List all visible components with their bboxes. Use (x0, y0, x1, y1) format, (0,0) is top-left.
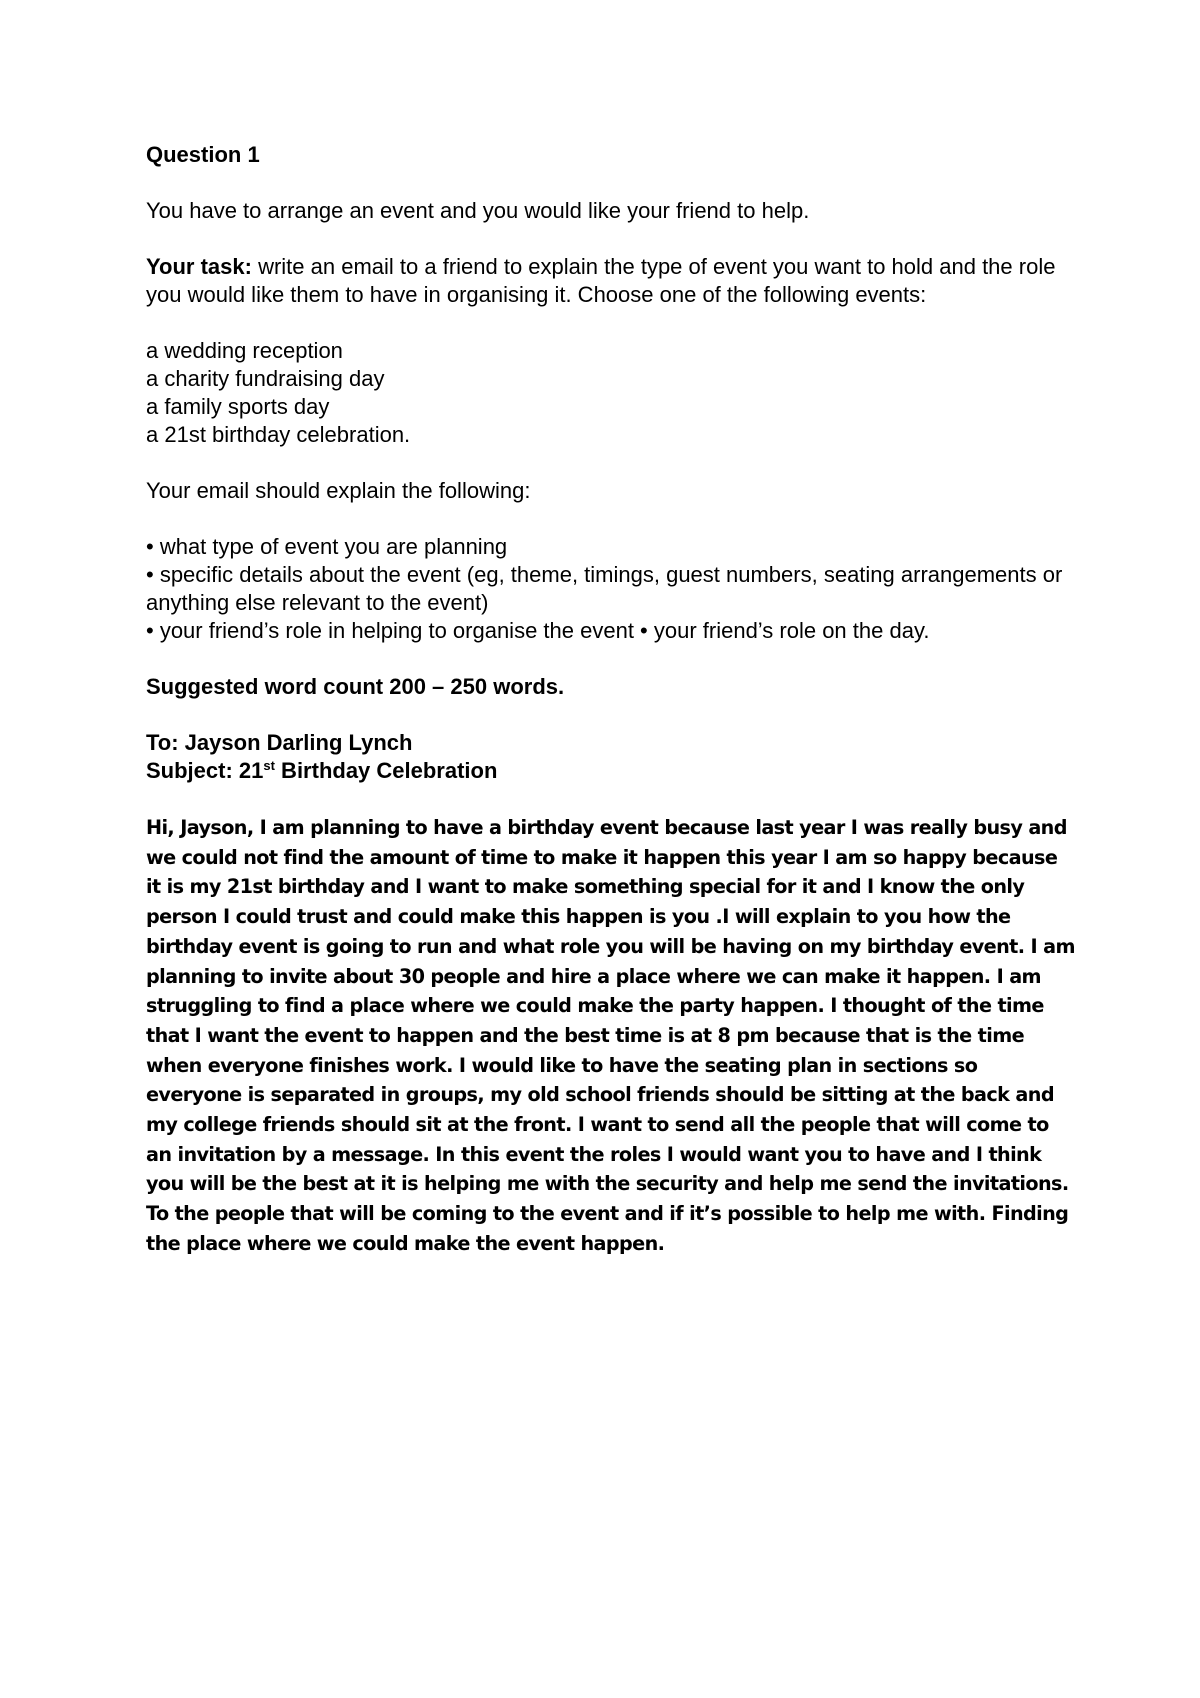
email-subject (146, 757, 1076, 785)
email-subject-prefix: Subject: 21 (146, 758, 264, 783)
email-to: To: Jayson Darling Lynch (146, 730, 413, 755)
word-count-note: Suggested word count 200 – 250 words. (146, 674, 565, 699)
event-option: a wedding reception (146, 338, 343, 363)
question-title: Question 1 (146, 142, 260, 167)
requirement-bullet: • your friend’s role in helping to organise the event • your friend’s role on the day. (146, 618, 930, 643)
task-text: write an email to a friend to explain the type of event you want to hold and the role you would like them to have in organising it. Choose one of the following events: (146, 254, 1056, 307)
task-label: Your task: (146, 254, 252, 279)
email-header (146, 729, 1076, 785)
event-options-list (146, 337, 1076, 449)
requirements-list (146, 533, 1076, 645)
document-page (146, 141, 1076, 1259)
email-subject-suffix: Birthday Celebration (274, 758, 498, 783)
event-option: a family sports day (146, 394, 330, 419)
intro-text: You have to arrange an event and you would like your friend to help. (146, 198, 810, 223)
event-option: a 21st birthday celebration. (146, 422, 411, 447)
requirement-bullet: • specific details about the event (eg, theme, timings, guest numbers, seating arrangements or anything else relevant to the event) (146, 562, 1063, 615)
email-body: Hi, Jayson, I am planning to have a birthday event because last year I was really busy and we could not find the amount of time to make it happen this year I am so happy because it is my 21st birthday and I want to make something special for it and I know the only person I could trust and could make this happen is you .I will explain to you how the birthday event is going to run and what role you will be having on my birthday event. I am planning to invite about 30 people and hire a place where we can make it happen. I am struggling to find a place where we could make the party happen. I thought of the time that I want the event to happen and the best time is at 8 pm because that is the time when everyone finishes work. I would like to have the seating plan in sections so everyone is separated in groups, my old school friends should be sitting at the back and my college friends should sit at the front. I want to send all the people that will come to an invitation by a message. In this event the roles I would want you to have and I think you will be the best at it is helping me with the security and help me send the invitations. To the people that will be coming to the event and if it’s possible to help me with. Finding the place where we could make the event happen. (146, 816, 1075, 1255)
email-subject-superscript: st (263, 758, 275, 773)
event-option: a charity fundraising day (146, 366, 385, 391)
task-paragraph (146, 253, 1076, 309)
requirement-bullet: • what type of event you are planning (146, 534, 508, 559)
explain-heading: Your email should explain the following: (146, 478, 531, 503)
